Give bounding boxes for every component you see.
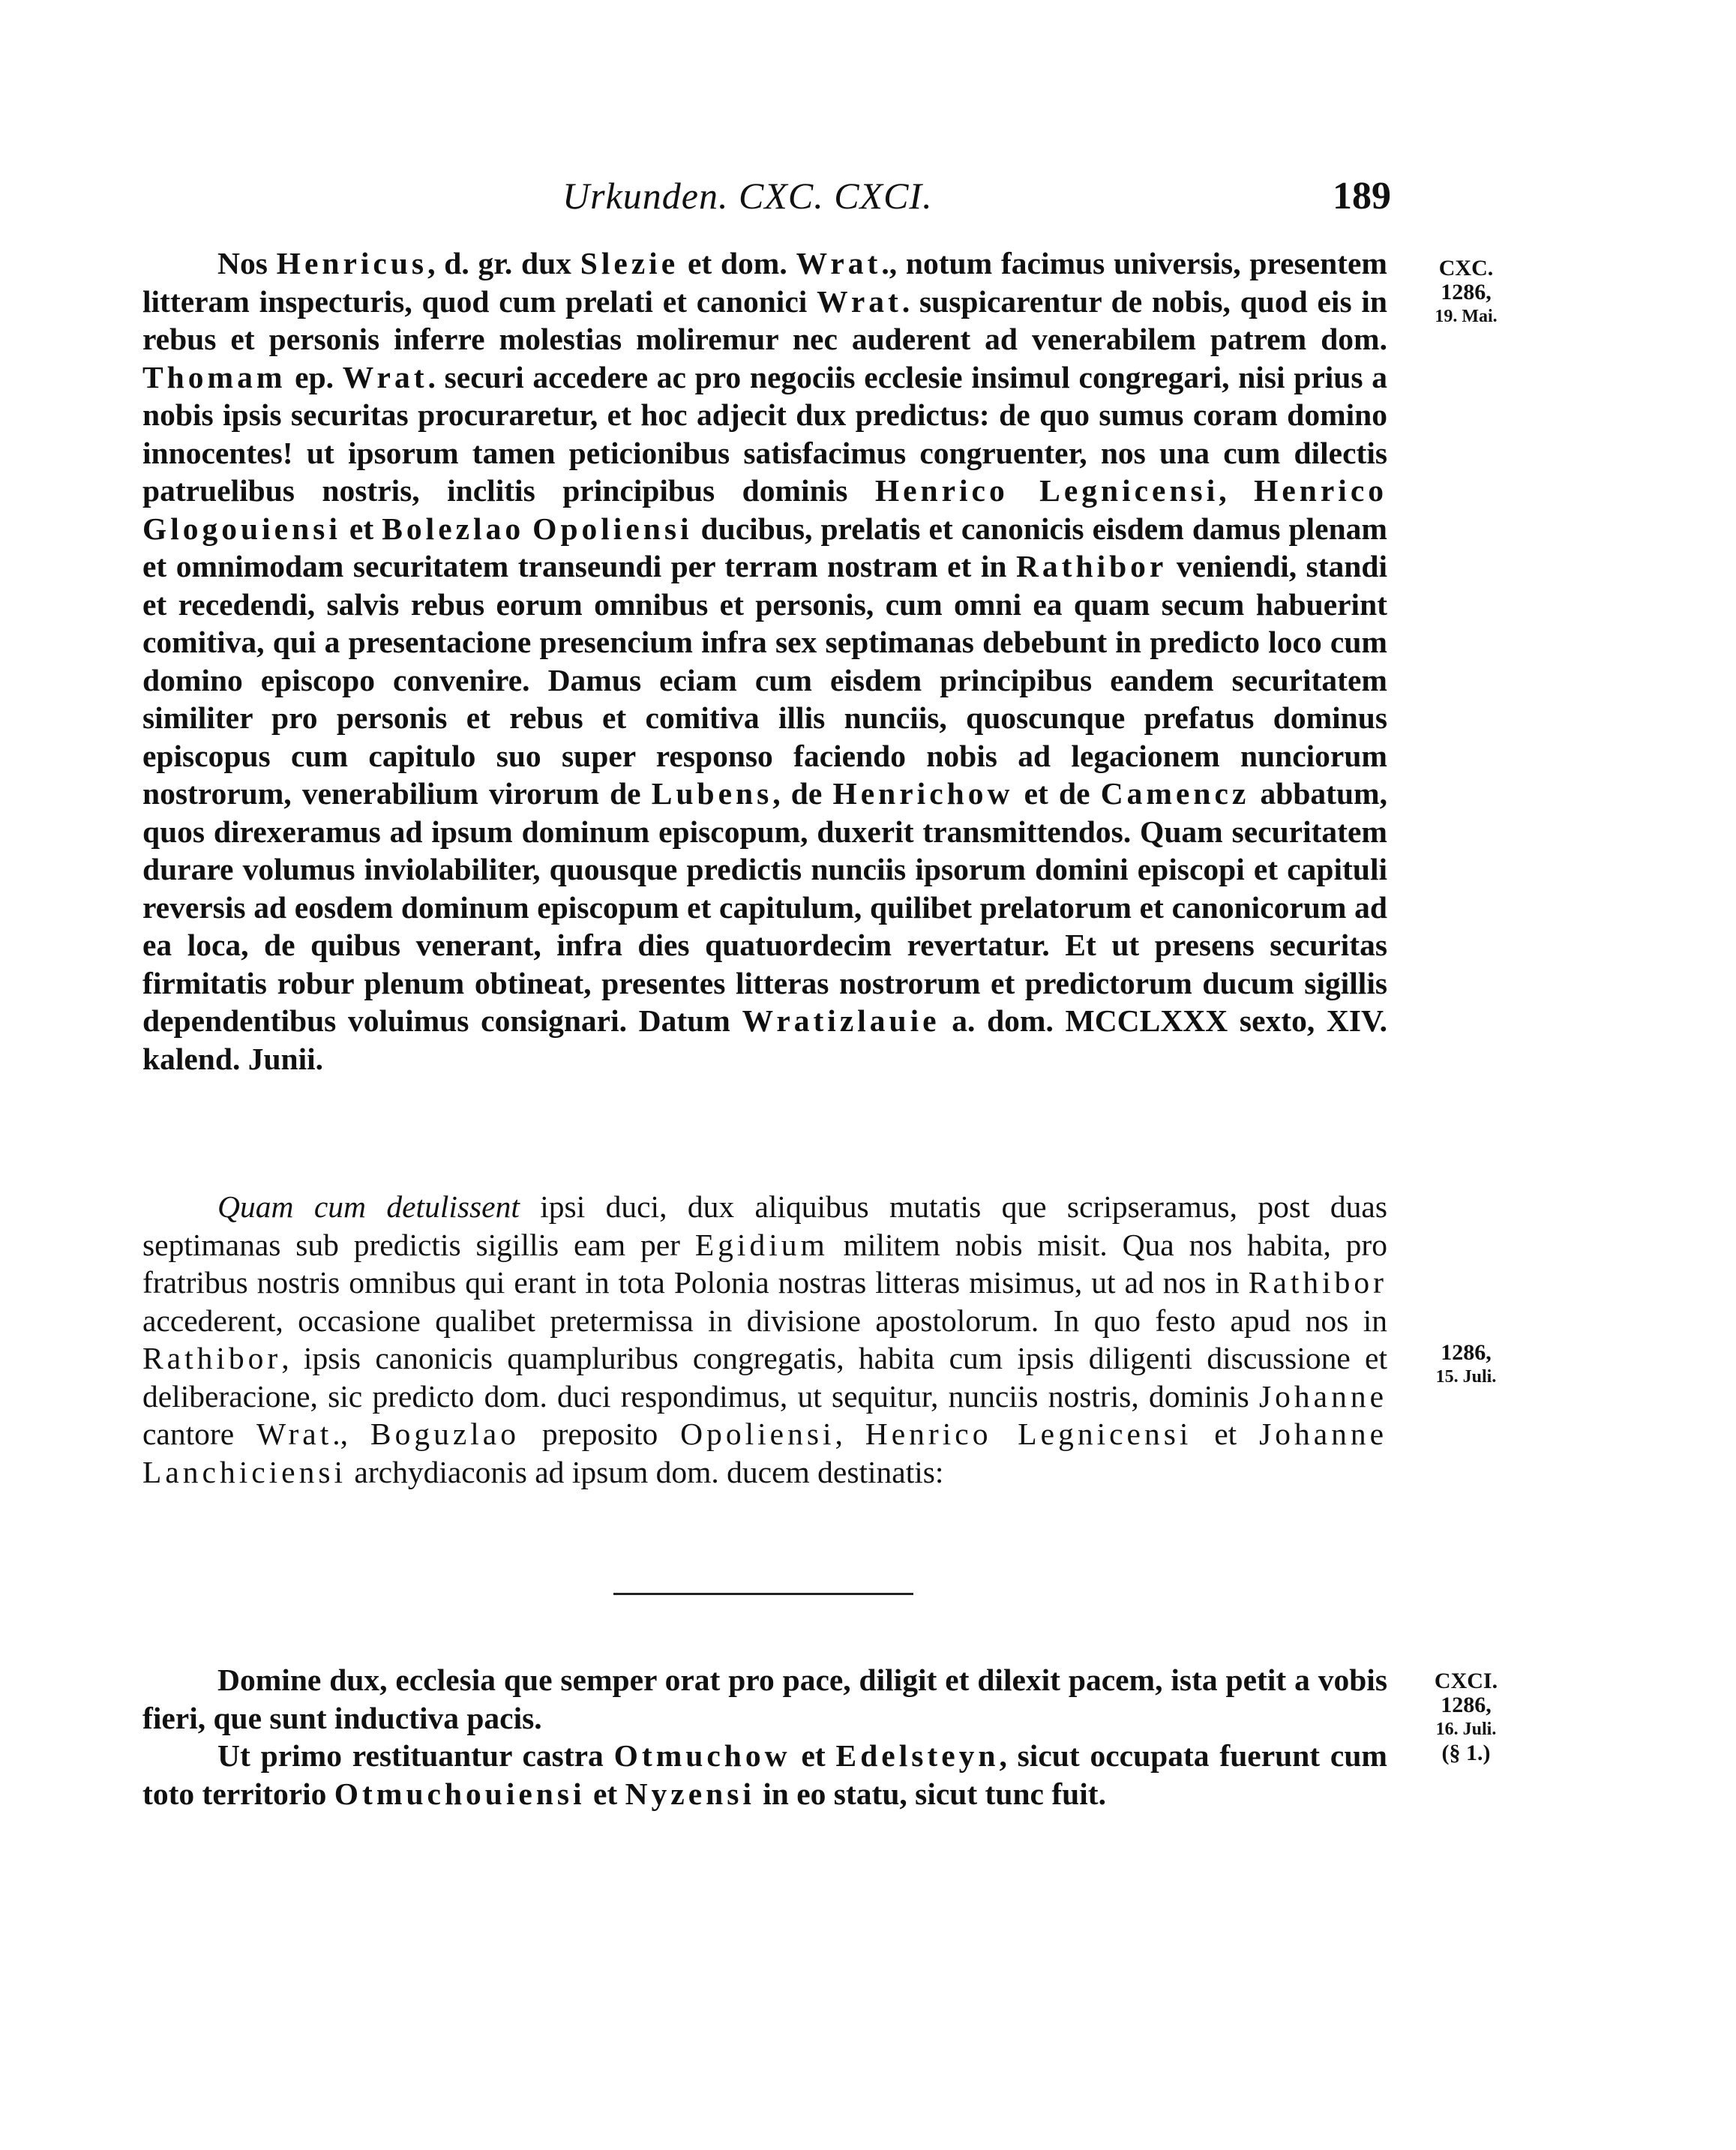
text-run: ipsi duci, dux aliquibus mutatis que scripseramus, post duas septimanas sub predictis sigillis eam per <box>142 1189 1387 1262</box>
running-title: Urkunden. CXC. CXCI. <box>562 175 933 217</box>
spaced-name: Rathibor <box>142 1341 282 1375</box>
spaced-name: Otmuchouiensi <box>334 1776 586 1811</box>
paragraph <box>142 244 1387 1078</box>
page-header <box>142 174 1402 226</box>
document-number: CXCI. <box>1434 1669 1498 1693</box>
text-run: Nos <box>217 246 277 280</box>
spaced-name: Henrico Legnicensi <box>865 1417 1192 1451</box>
document-number: CXC. <box>1438 256 1494 280</box>
note-date: 19. Mai. <box>1435 307 1498 326</box>
spaced-name: Wrat <box>256 1417 333 1451</box>
spaced-name: Bolezlao <box>382 511 525 546</box>
text-run: et de <box>1013 776 1101 811</box>
text-run: militem nobis misit. Qua nos habita, pro fratribus nostris omnibus qui erant in tota Polonia nostras litteras misimus, ut ad nos in <box>142 1227 1387 1300</box>
text-run: ., notum facimus universis, presentem litteram inspecturis, quod cum prelati et canonici <box>142 246 1387 319</box>
note-date: 15. Juli. <box>1435 1367 1497 1387</box>
spaced-name: Wrat <box>817 283 902 319</box>
spaced-name: Lubens <box>651 776 773 811</box>
page-number: 189 <box>1333 175 1391 217</box>
text-run: abbatum, quos direxeramus ad ipsum dominum episcopum, duxerit transmittendos. Quam securitatem durare volumus inviolabiliter, quousque predictis nunciis ipsorum domini episcopi et capituli reversis ad eosdem dominum episcopum et capitulum, quilibet prelatorum et canonicorum ad ea loca, de quibus venerant, infra dies quatuordecim revertatur. Et ut presens securitas firmitatis robur plenum obtineat, presentes litteras nostrorum et predictorum ducum sigillis dependentibus voluimus consignari. Datum <box>142 776 1387 1038</box>
charter-cxc-text <box>142 244 1387 1078</box>
narrative-text <box>142 1188 1387 1491</box>
text-run: , d. gr. dux <box>427 246 580 280</box>
spaced-name: Wrat <box>796 246 882 280</box>
text-run: , <box>835 1417 865 1451</box>
text-run: veniendi, standi et recedendi, salvis rebus eorum omnibus et personis, cum omni ea quam secum habuerint comitiva, qui a presentacione presencium infra sex septimanas debebunt in predicto loco cum domino episcopo convenire. Damus eciam cum eisdem principibus eandem securitatem similiter pro personis et rebus et comitiva illis nunciis, quoscunque prefatus dominus episcopus cum capitulo suo super responso faciendo nobis ad legacionem nunciorum nostrorum, venerabilium virorum de <box>142 549 1387 811</box>
spaced-name: Henrico Legnicensi <box>874 473 1219 508</box>
margin-note-cxc <box>1414 256 1519 328</box>
spaced-name: Opoliensi <box>532 511 693 546</box>
section-divider <box>613 1593 913 1595</box>
spaced-name: Johanne <box>1259 1378 1387 1414</box>
text-run: . suspicarentur de nobis, quod eis in rebus et personis inferre molestias moliremur nec auderent ad venerabilem patrem dom. <box>142 283 1387 356</box>
spaced-name: Thomam <box>142 359 286 394</box>
paragraph <box>142 1188 1387 1491</box>
text-run: Ut primo restituantur castra <box>217 1738 614 1773</box>
text-run: ., <box>332 1417 370 1451</box>
text-run: ep. <box>286 359 343 394</box>
spaced-name: Johanne Lanchiciensi <box>142 1417 1388 1489</box>
text-run: et <box>585 1776 625 1811</box>
margin-note-cxci <box>1414 1669 1519 1765</box>
spaced-name: Rathibor <box>1248 1265 1387 1300</box>
spaced-name: Camencz <box>1100 776 1250 811</box>
margin-note-date <box>1414 1341 1519 1389</box>
text-run <box>524 511 532 546</box>
note-year: 1286, <box>1441 1340 1492 1365</box>
section-marker: (§ 1.) <box>1441 1741 1491 1765</box>
charter-cxci-text <box>142 1661 1387 1813</box>
text-run: archydiaconis ad ipsum dom. ducem destinatis: <box>346 1454 944 1489</box>
text-run: Domine dux, ecclesia que semper orat pro pace, diligit et dilexit pacem, ista petit a vobis fieri, que sunt inductiva pacis. <box>142 1663 1387 1735</box>
spaced-name: Wratizlauie <box>742 1003 940 1038</box>
spaced-name: Wrat <box>342 359 428 394</box>
note-year: 1286, <box>1441 280 1492 304</box>
text-run: et <box>790 1738 836 1773</box>
spaced-name: Henrico Glogouiensi <box>142 473 1387 546</box>
text-run: , <box>1219 473 1255 508</box>
spaced-name: Rathibor <box>1015 549 1168 583</box>
spaced-name: Otmuchow <box>613 1738 791 1773</box>
note-year: 1286, <box>1441 1693 1492 1717</box>
spaced-name: Nyzensi <box>625 1776 755 1811</box>
italic-text: Quam cum detulissent <box>217 1189 520 1224</box>
text-run: a. dom. MCCLXXX sexto, XIV. kalend. Junii. <box>142 1003 1387 1076</box>
text-run: , ipsis canonicis quampluribus congregatis, habita cum ipsis diligenti discussione et deliberacione, sic predicto dom. duci respondimus, ut sequitur, nunciis nostris, dominis <box>142 1341 1387 1414</box>
text-run: cantore <box>142 1417 256 1451</box>
paragraph <box>142 1661 1387 1737</box>
paragraph <box>142 1737 1387 1813</box>
text-run: , sicut occupata fuerunt cum toto territorio <box>142 1738 1387 1811</box>
spaced-name: Egidium <box>694 1227 829 1262</box>
text-run: accederent, occasione qualibet pretermissa in divisione apostolorum. In quo festo apud nos in <box>142 1303 1387 1338</box>
spaced-name: Boguzlao <box>370 1417 520 1451</box>
text-run: et <box>340 511 382 546</box>
note-date: 16. Juli. <box>1435 1720 1497 1739</box>
text-run: ducibus, prelatis et canonicis eisdem damus plenam et omnimodam securitatem transeundi per terram nostram et in <box>142 511 1387 583</box>
text-run: et <box>1192 1417 1260 1451</box>
spaced-name: Slezie <box>580 246 679 280</box>
spaced-name: Opoliensi <box>680 1417 835 1451</box>
text-run: in eo statu, sicut tunc fuit. <box>754 1776 1106 1811</box>
text-run: et dom. <box>679 246 796 280</box>
text-run: . securi accedere ac pro negociis ecclesie insimul congregari, nisi prius a nobis ipsis securitas procuraretur, et hoc adjecit dux predictus: de quo sumus coram domino innocentes! ut ipsorum tamen peticionibus satisfacimus congruenter, nos una cum dilectis patruelibus nostris, inclitis principibus dominis <box>142 359 1388 508</box>
text-run: , de <box>772 776 833 811</box>
spaced-name: Edelsteyn <box>835 1738 1000 1773</box>
text-run: preposito <box>519 1417 681 1451</box>
spaced-name: Henricus <box>276 246 428 280</box>
spaced-name: Henrichow <box>832 776 1014 811</box>
